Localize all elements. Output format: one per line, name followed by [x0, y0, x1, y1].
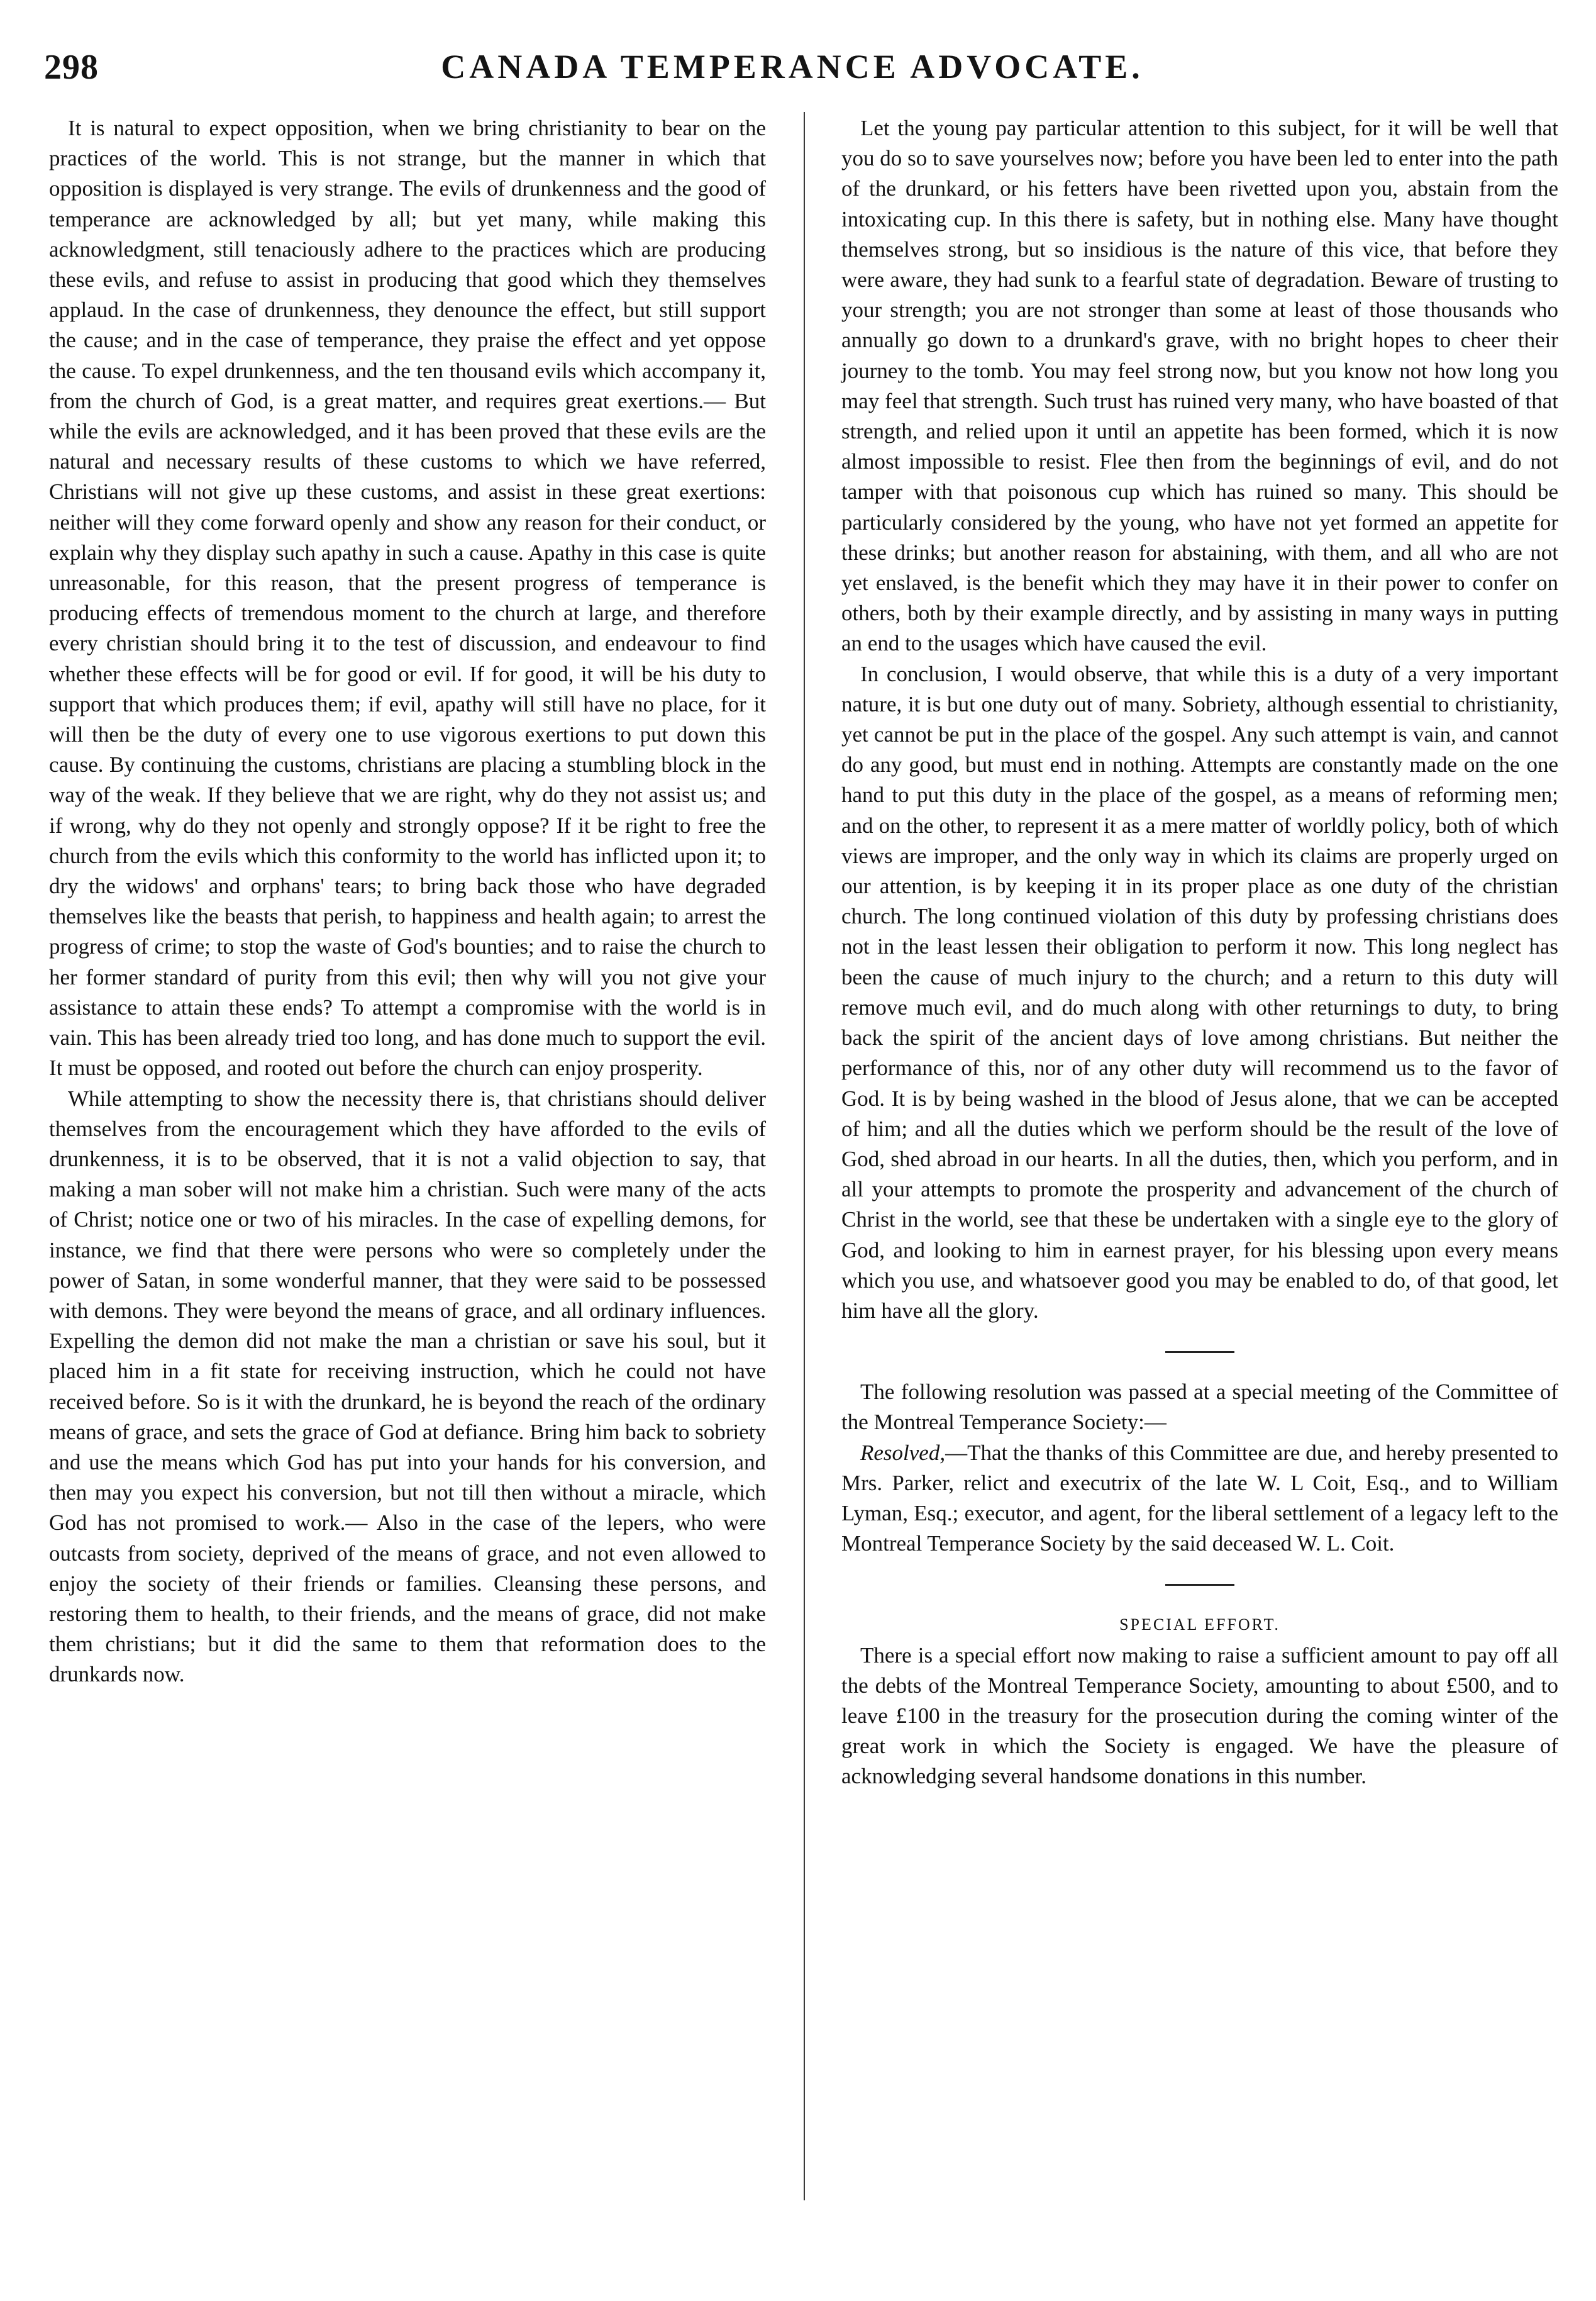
resolution-text: —That the thanks of this Committee are due, and hereby presented to Mrs. Parker, relict and executrix of the late W. L Coit, Esq., and to William Lyman, Esq.; executor, and agent, for the liberal settlement of a legacy left to the Montreal Temperance Society by the said deceased W. L. Coit. — [841, 1440, 1558, 1556]
section-divider — [1165, 1351, 1234, 1353]
resolution-intro: The following resolution was passed at a special meeting of the Committee of the Montreal Temperance Society:— — [841, 1379, 1558, 1435]
left-column — [49, 113, 766, 1690]
paragraph-necessity: While attempting to show the necessity there is, that christians should deliver themselves from the encouragement which they have afforded to the evils of drunkenness, it is to be observed, that it is not a valid objection to say, that making a man sober will not make him a christian. Such were many of the acts of Christ; notice one or two of his miracles. In the case of expelling demons, for instance, we find that there were persons who were so completely under the power of Satan, in some wonderful manner, that they were said to be possessed with demons. They were beyond the means of grace, and all ordinary influences. Expelling the demon did not make the man a christian or save his soul, but it placed him in a fit state for receiving instruction, which he could not have received before. So is it with the drunkard, he is beyond the reach of the ordinary means of grace, and sets the grace of God at defiance. Bring him back to sobriety and use the means which God has put into your hands for his conversion, and then may you expect his conversion, but not till then without a miracle, which God has not promised to work.— Also in the case of the lepers, who were outcasts from society, deprived of the means of grace, and not even allowed to enjoy the society of their friends or families. Cleansing these persons, and restoring them to health, to their friends, and the means of grace, did not make them christians; but it did the same to them that reformation does to the drunkards now. — [49, 1086, 766, 1687]
resolved-label: Resolved, — [860, 1440, 946, 1465]
running-title: CANADA TEMPERANCE ADVOCATE. — [441, 48, 1144, 86]
resolution-paragraph — [841, 1438, 1558, 1559]
page-number: 298 — [44, 48, 99, 87]
section-divider — [1165, 1584, 1234, 1586]
paragraph-opposition: It is natural to expect opposition, when we bring christianity to bear on the practices of the world. This is not strange, but the manner in which that opposition is displayed is very strange. The evils of drunkenness and the good of temperance are acknowledged by all; but yet many, while making this acknowledgment, still tenaciously adhere to the practices which are producing these evils, and refuse to assist in producing that good which they themselves applaud. In the case of drunkenness, they denounce the effect, but still support the cause; and in the case of temperance, they praise the effect and yet oppose the cause. To expel drunkenness, and the ten thousand evils which accompany it, from the church of God, is a great matter, and requires great exertions.— But while the evils are acknowledged, and it has been proved that these evils are the natural and necessary results of these customs to which we have referred, Christians will not give up these customs, and assist in these great exertions: neither will they come forward openly and show any reason for their conduct, or explain why they display such apathy in such a cause. Apathy in this case is quite unreasonable, for this reason, that the present progress of temperance is producing effects of tremendous moment to the church at large, and therefore every christian should bring it to the test of discussion, and endeavour to find whether these effects will be for good or evil. If for good, it will be his duty to support that which produces them; if evil, apathy will still have no place, for it will then be the duty of every one to use vigorous exertions to put down this cause. By continuing the customs, christians are placing a stumbling block in the way of the weak. If they believe that we are right, why do they not assist us; and if wrong, why do they not openly and strongly oppose? If it be right to free the church from the evils which this conformity to the world has inflicted upon it; to dry the widows' and orphans' tears; to bring back those who have degraded themselves like the beasts that perish, to happiness and health again; to arrest the progress of crime; to stop the waste of God's bounties; and to raise the church to her former standard of purity from this evil; then why will you not give your assistance to attain these ends? To attempt a compromise with the world is in vain. This has been already tried too long, and has done much to support the evil. It must be opposed, and rooted out before the church can enjoy prosperity. — [49, 116, 766, 1081]
page-header — [44, 47, 1541, 98]
right-column — [841, 113, 1558, 1792]
paragraph-young: Let the young pay particular attention to this subject, for it will be well that you do so to save yourselves now; before you have been led to enter into the path of the drunkard, or his fetters have been rivetted upon you, abstain from the intoxicating cup. In this there is safety, but in nothing else. Many have thought themselves strong, but so insidious is the nature of this vice, that before they were aware, they had sunk to a fearful state of degradation. Beware of trusting to your strength; you are not stronger than some at least of those thousands who annually go down to a drunkard's grave, with no bright hopes to cheer their journey to the tomb. You may feel strong now, but you know not how long you may feel that strength. Such trust has ruined very many, who have boasted of that strength, and relied upon it until an appetite has been formed, which it is now almost impossible to resist. Flee then from the beginnings of evil, and do not tamper with that poisonous cup which has ruined so many. This should be particularly considered by the young, who have not yet formed an appetite for these drinks; but another reason for abstaining, with them, and all who are not yet enslaved, is the benefit which they may have it in their power to confer on others, both by their example directly, and by assisting in many ways in putting an end to the usages which have caused the evil. — [841, 116, 1558, 656]
column-divider — [804, 112, 805, 2200]
special-effort-heading: SPECIAL EFFORT. — [1119, 1615, 1280, 1634]
paragraph-conclusion: In conclusion, I would observe, that while this is a duty of a very important nature, it is but one duty out of many. Sobriety, although essential to christianity, yet cannot be put in the place of the gospel. Any such attempt is vain, and cannot do any good, but must end in nothing. Attempts are constantly made on the one hand to put this duty in the place of the gospel, as a means of reforming men; and on the other, to represent it as a mere matter of worldly policy, both of which views are improper, and the only way in which its claims are properly urged on our attention, is by keeping it in its proper place as one duty of the christian church. The long continued violation of this duty by professing christians does not in the least lessen their obligation to perform it now. This long neglect has been the cause of much injury to the church; and a return to this duty will remove much evil, and do much along with other returnings to duty, to bring back the spirit of the ancient days of love among christians. But neither the performance of this, nor of any other duty will recommend us to the favor of God. It is by being washed in the blood of Jesus alone, that we can be accepted of him; and all the duties which we perform should be the result of the love of God, shed abroad in our hearts. In all the duties, then, which you perform, and in all your attempts to promote the prosperity and advancement of the church of Christ in the world, see that these be undertaken with a single eye to the glory of God, and looking to him in earnest prayer, for his blessing upon every means which you use, and whatsoever good you may be enabled to do, of that good, let him have all the glory. — [841, 661, 1558, 1323]
special-effort-text: There is a special effort now making to raise a sufficient amount to pay off all the debts of the Montreal Temperance Society, amounting to about £500, and to leave £100 in the treasury for the prosecution during the coming winter of the great work in which the Society is engaged. We have the pleasure of acknowledging several handsome donations in this number. — [841, 1642, 1558, 1789]
